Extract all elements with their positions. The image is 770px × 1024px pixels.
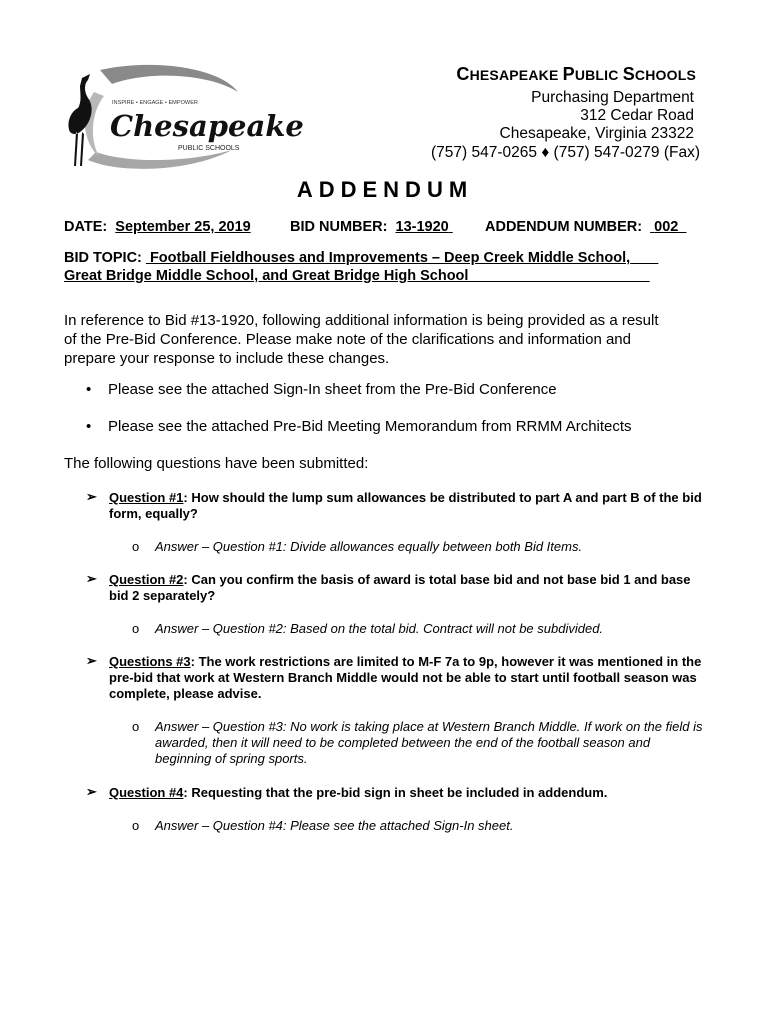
answer-text: Answer – Question #3: No work is taking place at Western Branch Middle. If work on the field is awarded, then it will need to be completed between the end of the football season and beginning of spring sports. — [155, 719, 703, 766]
document-title: ADDENDUM — [296, 177, 474, 202]
bid-topic-line2: Great Bridge Middle School, and Great Bridge High School — [64, 268, 469, 284]
question-label: Question #1 — [109, 490, 184, 505]
organization-name: CHESAPEAKE PUBLIC SCHOOLS — [456, 64, 696, 84]
bullet-icon: • — [86, 418, 92, 435]
addendum-number-value: 002 — [654, 219, 679, 235]
circle-bullet-icon: o — [132, 818, 140, 833]
circle-bullet-icon: o — [132, 719, 140, 734]
question-label: Question #2 — [109, 572, 184, 587]
logo-wordmark: Chesapeake — [110, 109, 304, 143]
answer-text: Answer – Question #2: Based on the total bid. Contract will not be subdivided. — [155, 621, 604, 636]
phone-numbers: (757) 547-0265 ♦ (757) 547-0279 (Fax) — [431, 144, 700, 161]
city-state-zip: Chesapeake, Virginia 23322 — [499, 125, 694, 142]
question-text: : Can you confirm the basis of award is total base bid and not base bid 1 and base bid 2 separately? — [109, 572, 691, 603]
arrow-bullet-icon: ➢ — [86, 489, 97, 504]
date-field: DATE: September 25, 2019 — [64, 219, 251, 235]
arrow-bullet-icon: ➢ — [86, 571, 97, 586]
department: Purchasing Department — [531, 89, 694, 106]
chesapeake-schools-logo — [60, 62, 304, 172]
question-text: : Requesting that the pre-bid sign in sheet be included in addendum. — [183, 785, 608, 800]
bullet-item: • Please see the attached Sign-In sheet from the Pre-Bid Conference — [86, 381, 557, 398]
questions-intro: The following questions have been submitted: — [64, 455, 369, 472]
date-value: September 25, 2019 — [115, 219, 251, 235]
street-address: 312 Cedar Road — [580, 107, 694, 124]
intro-paragraph: In reference to Bid #13-1920, following additional information is being provided as a result of the Pre-Bid Conference. Please make note of the clarifications and information and prepare your response to include these changes. — [64, 312, 659, 367]
question-label: Question #4 — [109, 785, 184, 800]
bid-topic: BID TOPIC: Football Fieldhouses and Improvements – Deep Creek Middle School, Great Bridge Middle School, and Great Bridge High School — [64, 250, 631, 284]
question-text: : The work restrictions are limited to M-F 7a to 9p, however it was mentioned in the pre-bid that work at Western Branch Middle would not be able to start until football season was complete, please advise. — [109, 654, 702, 701]
logo-swoosh-outer — [100, 65, 238, 92]
heron-icon — [68, 74, 91, 166]
logo-swoosh-lower — [88, 150, 232, 169]
logo-tagline: INSPIRE • ENGAGE • EMPOWER — [112, 100, 198, 106]
arrow-bullet-icon: ➢ — [86, 653, 97, 668]
answer-text: Answer – Question #4: Please see the attached Sign-In sheet. — [155, 818, 514, 833]
circle-bullet-icon: o — [132, 539, 140, 554]
bid-topic-line1: Football Fieldhouses and Improvements – Deep Creek Middle School, — [149, 250, 631, 266]
bullet-item: • Please see the attached Pre-Bid Meeting Memorandum from RRMM Architects — [86, 418, 632, 435]
question-label: Questions #3 — [109, 654, 191, 669]
bid-number-field: BID NUMBER: 13-1920 — [290, 219, 453, 235]
question-text: : How should the lump sum allowances be distributed to part A and part B of the bid form, equally? — [109, 490, 702, 521]
logo-subline: PUBLIC SCHOOLS — [178, 145, 240, 152]
circle-bullet-icon: o — [132, 621, 140, 636]
answer-text: Answer – Question #1: Divide allowances equally between both Bid Items. — [155, 539, 583, 554]
bullet-icon: • — [86, 381, 92, 398]
bid-number-value: 13-1920 — [395, 219, 449, 235]
addendum-number-field: ADDENDUM NUMBER: 002 — [485, 219, 686, 235]
arrow-bullet-icon: ➢ — [86, 784, 97, 799]
